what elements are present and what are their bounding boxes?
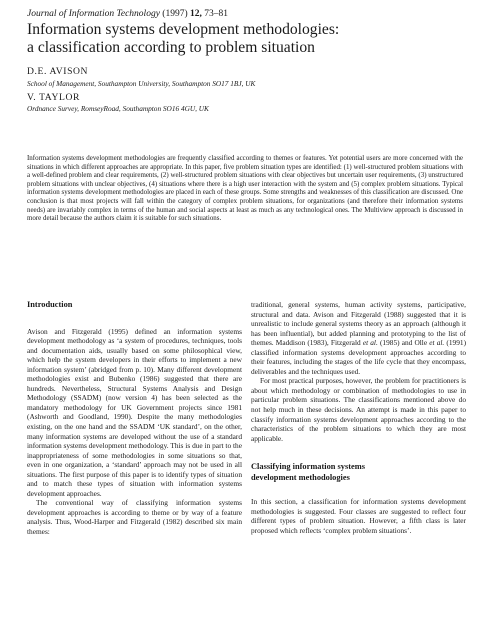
author-name: V. TAYLOR <box>27 92 80 103</box>
journal-year: (1997) <box>162 9 188 19</box>
journal-name: Journal of Information Technology <box>27 9 160 19</box>
citation-etal: et al. <box>429 338 445 348</box>
paragraph-text: traditional, general systems, human activity systems, participative, structural and data. Avison and Fitzgerald (1988) suggested that it is unrealistic to include general systems theory as an approach (although it has been influential), but added planning and prototyping to the list of themes. Maddison (1983), Fitzgerald <box>251 300 466 348</box>
journal-pages: 73–81 <box>204 9 228 19</box>
author-name: D.E. AVISON <box>27 66 89 77</box>
paper-title <box>27 21 467 57</box>
body-column-right <box>251 300 466 535</box>
author-affiliation: Ordnance Survey, RomseyRoad, Southampton SO16 4GU, UK <box>27 104 209 113</box>
author-affiliation: School of Management, Southampton University, Southampton SO17 1BJ, UK <box>27 79 256 88</box>
body-paragraph: Avison and Fitzgerald (1995) defined an information systems development methodology as ‘a system of procedures, techniques, tools and documentation aids, usually based on some philosophical view, which help the system developers in their efforts to implement a new information system’ (abridged from p. 10). Many different development methodologies exist and Bubenko (1986) suggested that there are hundreds. Nevertheless, Structural Systems Analysis and Design Methodology (SSADM) (now version 4) has been selected as the mandatory methodology for UK Government projects since 1981 (Ashworth and Goodland, 1990). Despite the many methodologies existing, on the one hand and the SSADM ‘UK standard’, on the other, many information systems are developed without the use of a standard information systems development methodology. This is due in part to the inappropriateness of some methodologies in some situations so that, even in one organization, a ‘standard’ approach may not be used in all situations. The first purpose of this paper is to identify types of situation and to match these types of situation with information systems development approaches. <box>27 326 242 498</box>
title-line-1: Information systems development methodologies: <box>27 21 340 38</box>
paragraph-text: (1991) classified information systems development approaches according to their features, including the stages of the life cycle that they encompass, deliverables and the techniques used. <box>251 338 467 376</box>
journal-header <box>27 8 228 20</box>
body-paragraph: The conventional way of classifying information systems development approaches is according to theme or by way of a feature analysis. Thus, Wood-Harper and Fitzgerald (1982) described six main themes: <box>27 498 242 536</box>
journal-volume: 12, <box>190 9 202 19</box>
heading-line-2: development methodologies <box>251 472 350 482</box>
body-paragraph: For most practical purposes, however, the problem for practitioners is about which methodology or combination of methodologies to use in particular problem situations. The classifications mentioned above do not help much in these decisions. An attempt is made in this paper to classify information systems development approaches according to the characteristics of the problem situations to which they are most applicable. <box>251 376 466 443</box>
section-heading-introduction: Introduction <box>27 300 73 309</box>
heading-line-1: Classifying information systems <box>251 462 365 472</box>
section-heading-classifying <box>251 462 466 483</box>
body-paragraph: In this section, a classification for information systems development methodologies is suggested. Four classes are suggested to reflect four different types of problem situation. However, a fifth class is later proposed which reflects ‘complex problem situations’. <box>251 497 466 535</box>
body-paragraph <box>251 300 466 376</box>
title-line-2: a classification according to problem situation <box>27 39 315 56</box>
citation-etal: et al. <box>362 338 378 348</box>
paragraph-text: (1985) and Olle <box>377 338 430 348</box>
body-column-left <box>27 300 242 537</box>
abstract: Information systems development methodologies are frequently classified according to themes or features. Yet potential users are more concerned with the situations in which different approaches are appropriate. In this paper, five problem situation types are identified: (1) well-structured problem situations with a well-defined problem and clear requirements, (2) well-structured problem situations with clear objectives but uncertain user requirements, (3) unstructured problem situations with unclear objectives, (4) situations where there is a high user interaction with the system and (5) complex problem situations. Typical information systems development methodologies are placed in each of these groups. Some strengths and weaknesses of this classification are discussed. One conclusion is that most projects will fall within the category of complex problem situations, for organizations (and therefore their information systems needs) are invariably complex in terms of the human and social aspects at least as much as any technological ones. The Multiview approach is discussed in more detail because the authors claim it is suitable for such situations. <box>27 154 463 223</box>
